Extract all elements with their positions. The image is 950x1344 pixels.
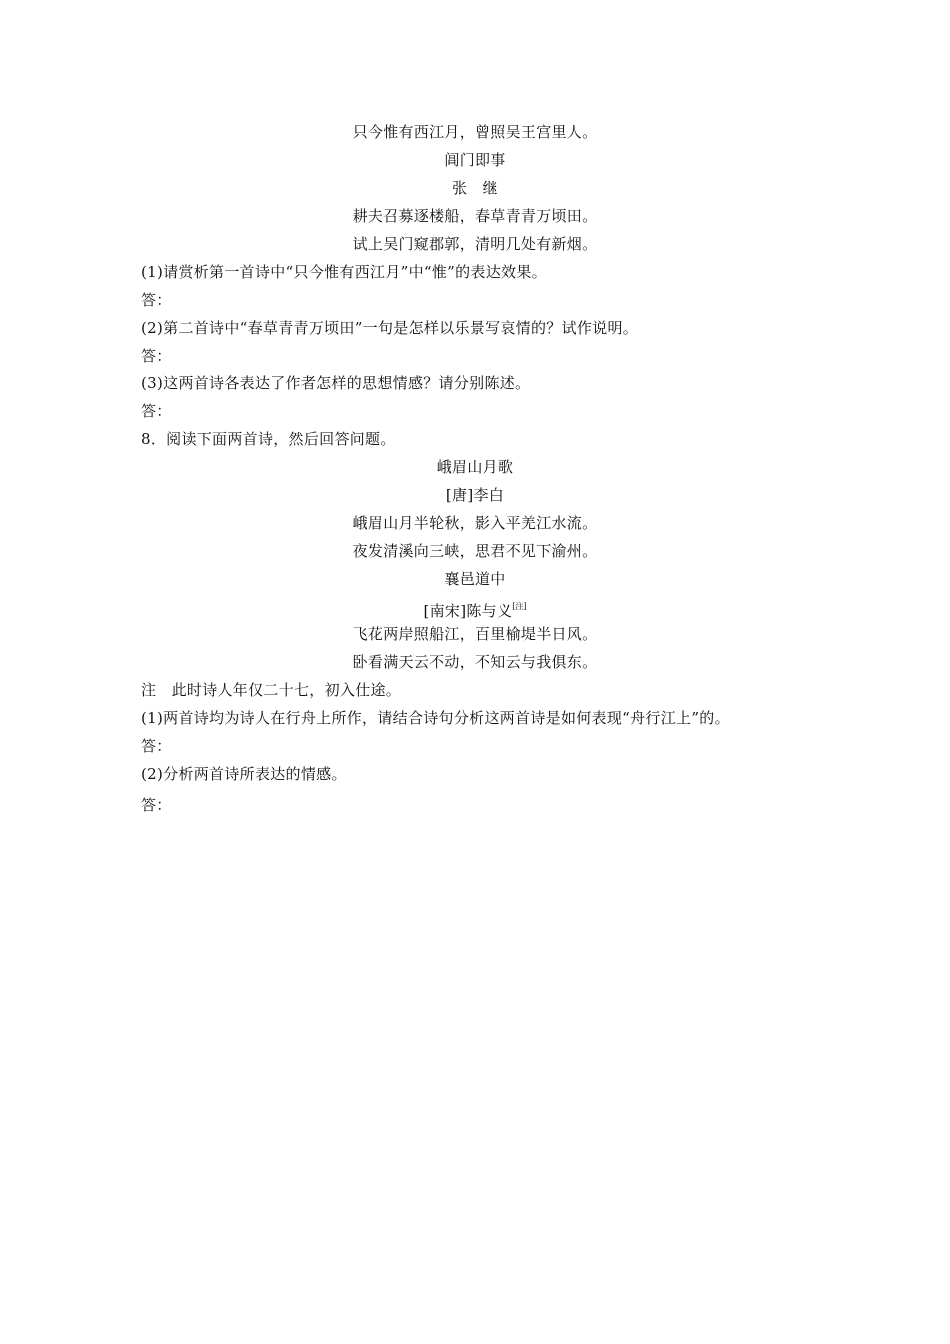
poem2-line-2: 试上吴门窥郡郭，清明几处有新烟。 xyxy=(352,235,598,253)
q7-question-1: (1)请赏析第一首诗中“只今惟有西江月”中“惟”的表达效果。 xyxy=(141,263,547,281)
q8-answer-1: 答： xyxy=(141,737,172,755)
q7-question-2: (2)第二首诗中“春草青青万顷田”一句是怎样以乐景写哀情的？试作说明。 xyxy=(141,319,639,337)
poemB-author-line xyxy=(0,597,950,621)
q7-answer-3: 答： xyxy=(141,402,172,420)
poem2-author: 张 继 xyxy=(452,179,498,197)
poemA-title: 峨眉山月歌 xyxy=(436,458,514,476)
poemA-author: [唐]李白 xyxy=(445,486,505,504)
poemB-note: 注 此时诗人年仅二十七，初入仕途。 xyxy=(141,681,402,699)
poem1-last-line: 只今惟有西江月，曾照吴王宫里人。 xyxy=(352,123,598,141)
q7-question-3: (3)这两首诗各表达了作者怎样的思想情感？请分别陈述。 xyxy=(141,374,531,392)
q8-stem: 8．阅读下面两首诗，然后回答问题。 xyxy=(141,430,396,448)
poemB-title: 襄邑道中 xyxy=(444,570,506,588)
poemB-note-mark: [注] xyxy=(512,602,527,611)
poemB-line-2: 卧看满天云不动，不知云与我俱东。 xyxy=(352,653,598,671)
poemB-line-1: 飞花两岸照船江，百里榆堤半日风。 xyxy=(352,625,598,643)
q8-question-2: (2)分析两首诗所表达的情感。 xyxy=(141,765,347,783)
q7-answer-2: 答： xyxy=(141,347,172,365)
poemA-line-1: 峨眉山月半轮秋，影入平羌江水流。 xyxy=(352,514,598,532)
poemA-line-2: 夜发清溪向三峡，思君不见下渝州。 xyxy=(352,542,598,560)
poem2-line-1: 耕夫召募逐楼船，春草青青万顷田。 xyxy=(352,207,598,225)
q7-answer-1: 答： xyxy=(141,291,172,309)
q8-answer-2: 答： xyxy=(141,796,172,814)
poemB-author: [南宋]陈与义 xyxy=(423,602,513,620)
q8-question-1: (1)两首诗均为诗人在行舟上所作，请结合诗句分析这两首诗是如何表现“舟行江上”的。 xyxy=(141,709,730,727)
poem2-title: 阊门即事 xyxy=(444,151,506,169)
